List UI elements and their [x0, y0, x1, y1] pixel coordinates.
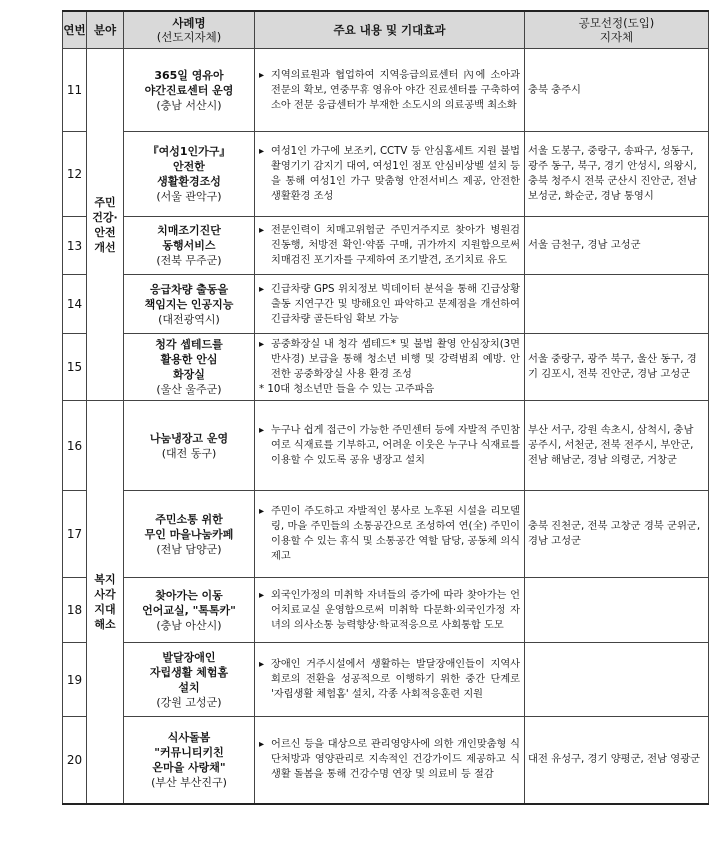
table-header — [63, 11, 709, 49]
case-title: 발달장애인 자립생활 체험홈 설치 — [149, 650, 229, 694]
row-number: 18 — [63, 578, 87, 643]
selected-regions: 서울 금천구, 경남 고성군 — [525, 217, 709, 275]
selected-regions: 부산 서구, 강원 속초시, 삼척시, 충남 공주시, 서천군, 전북 전주시, 부안군, 전남 해남군, 경남 의령군, 거창군 — [525, 401, 709, 491]
case-region: (충남 아산시) — [156, 618, 222, 632]
case-name — [124, 275, 255, 334]
case-region: (울산 울주군) — [156, 383, 222, 396]
table-row — [63, 643, 709, 717]
header-field: 분야 — [87, 11, 124, 49]
table-row — [63, 49, 709, 132]
case-region: (전남 담양군) — [156, 542, 222, 556]
bullet-icon: ▸ — [259, 506, 265, 517]
table-row — [63, 132, 709, 217]
content-text: 주민이 주도하고 자발적인 봉사로 노후된 시설을 리모델링, 마을 주민들의 소통공간으로 조성하여 연(全) 주민이 이용할 수 있는 휴식 및 소통공간 역할 담당, 공동체 의식 제고 — [271, 506, 520, 562]
content-text: 여성1인 가구에 보조키, CCTV 등 안심홈세트 지원 불법 촬영기기 감지기 대여, 여성1인 점포 안심비상벨 설치 등을 통해 여성1인 가구 맞춤형 안전서비스 제공, 안전한 생활환경 조성 — [271, 146, 520, 202]
content-text: 누구나 쉽게 접근이 가능한 주민센터 등에 자발적 주민참여로 식재료를 기부하고, 어려운 이웃은 누구나 식재료를 이용할 수 있도록 공유 냉장고 설치 — [271, 425, 521, 466]
content-text: 지역의료원과 협업하여 지역응급의료센터 內에 소아과 전문의 확보, 연중무휴 영유아 야간 진료센터를 구축하여 소아 전문 응급센터가 부재한 소도시의 의료공백 최소화 — [271, 69, 521, 111]
content-text: 전문인력이 치매고위험군 주민거주지로 찾아가 병원검진동행, 처방전 확인·약품 구매, 귀가까지 지원함으로써 치매검진 포기자를 구제하여 조기발견, 조기치료 유도 — [271, 225, 520, 266]
case-title: 청각 셉테드를 활용한 안심 화장실 — [155, 338, 223, 381]
selected-regions: 서울 중랑구, 광주 북구, 울산 동구, 경기 김포시, 전북 진안군, 경남 고성군 — [525, 334, 709, 401]
table-row — [63, 717, 709, 804]
content-cell — [255, 334, 525, 401]
case-title: 나눔냉장고 운영 — [149, 431, 229, 445]
case-region: (강원 고성군) — [156, 695, 222, 709]
field-cell: 주민 건강· 안전 개선 — [87, 49, 124, 401]
case-name — [124, 217, 255, 275]
case-name — [124, 717, 255, 804]
case-title: 치매조기진단 동행서비스 — [157, 224, 221, 252]
content-text: 긴급차량 GPS 위치정보 빅데이터 분석을 통해 긴급상황 출동 지연구간 및 방해요인 파악하고 문제점을 개선하여 긴급차량 골든타임 확보 가능 — [271, 283, 520, 325]
case-title: 주민소통 위한 무인 마을나눔카페 — [144, 512, 234, 541]
selected-regions: 서울 도봉구, 중랑구, 송파구, 성동구, 광주 동구, 북구, 경기 안성시, 의왕시, 충북 청주시 전북 군산시 진안군, 전남 보성군, 화순군, 경남 통영시 — [525, 132, 709, 217]
case-region: (부산 부산진구) — [151, 775, 227, 789]
row-number: 15 — [63, 334, 87, 401]
selected-regions — [525, 275, 709, 334]
case-name — [124, 491, 255, 578]
case-name — [124, 49, 255, 132]
case-region: (충남 서산시) — [156, 98, 222, 112]
row-number: 17 — [63, 491, 87, 578]
case-region: (대전광역시) — [158, 312, 220, 326]
header-content: 주요 내용 및 기대효과 — [255, 11, 525, 49]
field-cell: 복지 사각 지대 해소 — [87, 401, 124, 804]
content-cell — [255, 491, 525, 578]
case-title: 365일 영유아 야간진료센터 운영 — [144, 68, 234, 97]
header-case: 사례명 (선도지자체) — [124, 11, 255, 49]
bullet-icon: ▸ — [259, 425, 265, 436]
table-row — [63, 217, 709, 275]
row-number: 11 — [63, 49, 87, 132]
case-name — [124, 643, 255, 717]
case-title: 식사돌봄 "커뮤니티키친 온마을 사랑채" — [152, 730, 226, 774]
content-cell — [255, 275, 525, 334]
case-region: (서울 관악구) — [156, 190, 222, 203]
table-row — [63, 491, 709, 578]
case-title: 응급차량 출동을 책임지는 인공지능 — [144, 282, 234, 311]
content-text: 어르신 등을 대상으로 관리영양사에 의한 개인맞춤형 식단처방과 영양관리로 지속적인 건강가이드 제공하고 식생활 돌봄을 통해 건강수명 연장 및 의료비 등 절감 — [271, 739, 520, 781]
case-title: 『여성1인가구』 안전한 생활환경조성 — [147, 145, 231, 188]
content-text: 장애인 거주시설에서 생활하는 발달장애인들이 지역사회로의 전환을 성공적으로 이행하기 위한 중간 단계로 '자립생활 체험홈' 설치, 각종 사회적응훈련 지원 — [271, 659, 520, 700]
content-cell — [255, 643, 525, 717]
case-name — [124, 334, 255, 401]
selected-regions: 충북 충주시 — [525, 49, 709, 132]
content-cell — [255, 578, 525, 643]
content-text: 외국인가정의 미취학 자녀들의 증가에 따라 찾아가는 언어치료교실 운영함으로써 미취학 다문화·외국인가정 자녀의 의사소통 능력향상·학교적응으로 사회통합 도모 — [271, 589, 520, 631]
bullet-icon: ▸ — [259, 339, 265, 350]
selected-regions: 대전 유성구, 경기 양평군, 전남 영광군 — [525, 717, 709, 804]
table-row — [63, 401, 709, 491]
row-number: 13 — [63, 217, 87, 275]
bullet-icon: ▸ — [259, 739, 265, 751]
case-region: (대전 동구) — [161, 446, 217, 460]
case-name — [124, 401, 255, 491]
content-cell — [255, 217, 525, 275]
content-text: 공중화장실 내 청각 셉테드* 및 불법 촬영 안심장치(3면 반사경) 보급을 통해 청소년 비행 및 강력범죄 예방. 안전한 공중화장실 사용 환경 조성 — [271, 339, 520, 380]
content-cell — [255, 401, 525, 491]
content-cell — [255, 49, 525, 132]
case-title: 찾아가는 이동 언어교실, "톡톡카" — [142, 588, 236, 617]
case-region: (전북 무주군) — [156, 254, 222, 267]
selected-regions: 충북 진천군, 전북 고창군 경북 군위군, 경남 고성군 — [525, 491, 709, 578]
table-row — [63, 334, 709, 401]
row-number: 20 — [63, 717, 87, 804]
bullet-icon: ▸ — [259, 146, 265, 157]
bullet-icon: ▸ — [259, 69, 265, 81]
content-cell — [255, 132, 525, 217]
content-note: * 10대 청소년만 들을 수 있는 고주파음 — [259, 384, 435, 395]
case-name — [124, 578, 255, 643]
bullet-icon: ▸ — [259, 283, 265, 295]
header-region: 공모선정(도입) 지자체 — [525, 11, 709, 49]
selected-regions — [525, 643, 709, 717]
bullet-icon: ▸ — [259, 659, 265, 670]
row-number: 14 — [63, 275, 87, 334]
case-name — [124, 132, 255, 217]
bullet-icon: ▸ — [259, 225, 265, 236]
selected-regions — [525, 578, 709, 643]
row-number: 19 — [63, 643, 87, 717]
row-number: 12 — [63, 132, 87, 217]
table-row — [63, 578, 709, 643]
content-cell — [255, 717, 525, 804]
header-no: 연번 — [63, 11, 87, 49]
row-number: 16 — [63, 401, 87, 491]
bullet-icon: ▸ — [259, 589, 265, 601]
table-row — [63, 275, 709, 334]
case-table — [62, 10, 709, 805]
